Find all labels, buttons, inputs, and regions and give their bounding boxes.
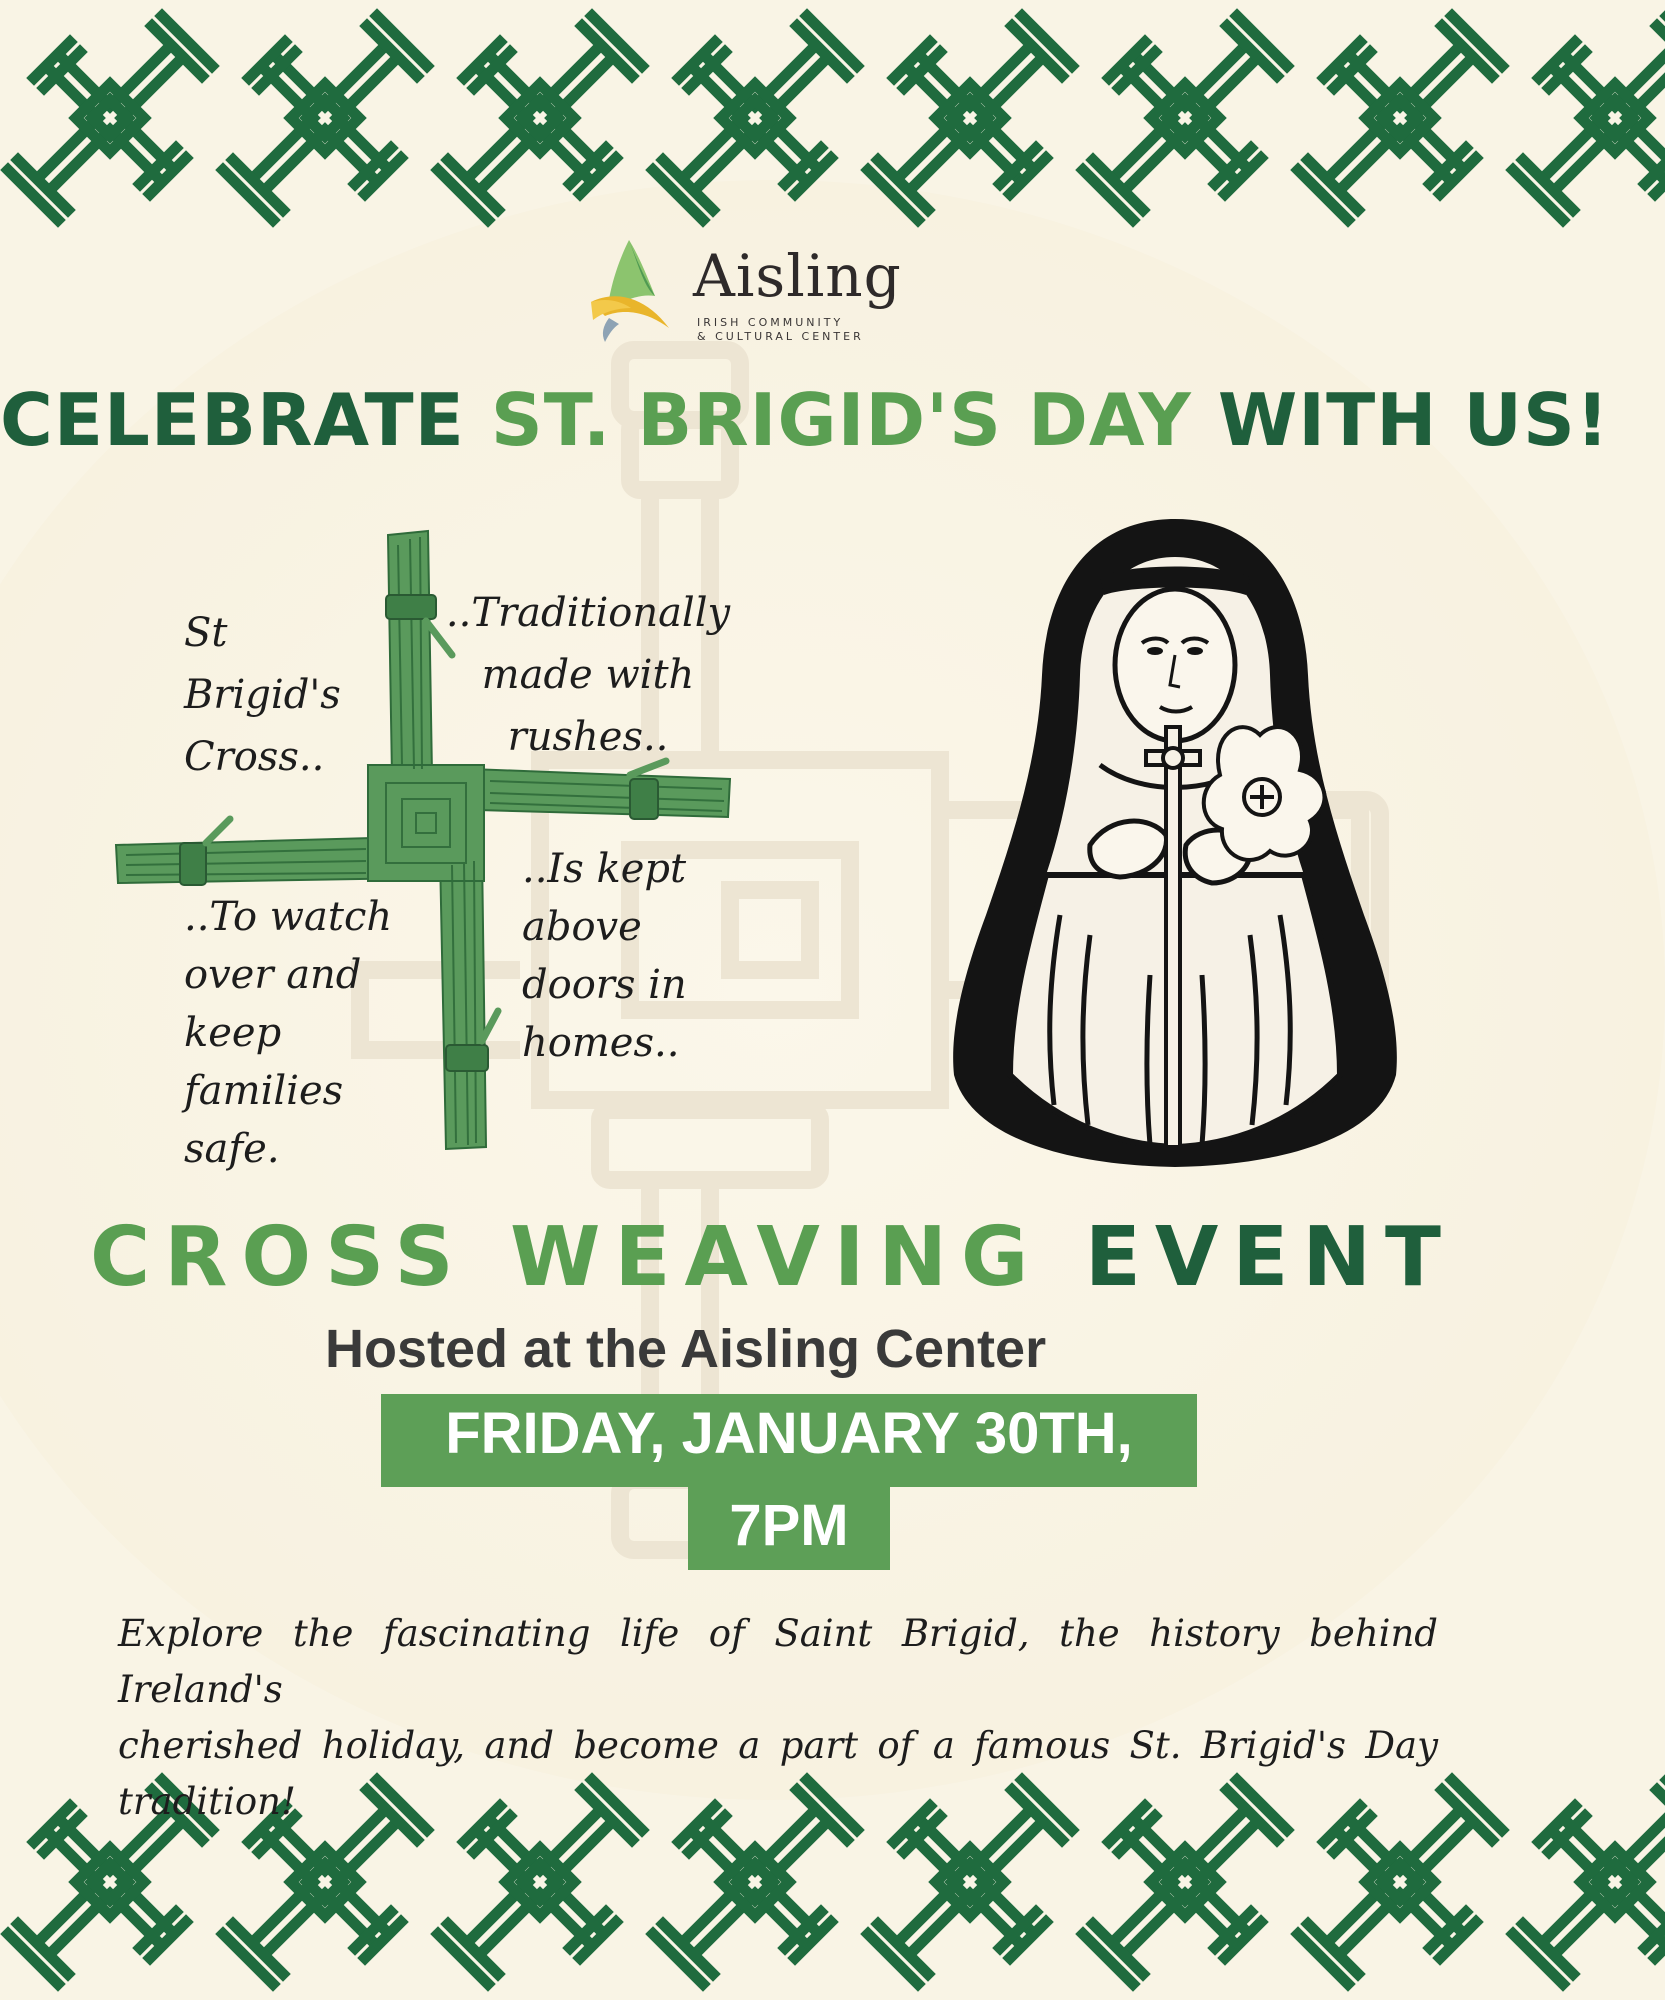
logo-subtitle-line1: IRISH COMMUNITY — [697, 316, 844, 329]
headline-part1: CELEBRATE — [0, 378, 491, 462]
headline-part3: WITH US! — [1217, 378, 1610, 462]
note-kept-line3: doors in — [522, 962, 687, 1008]
note-kept — [522, 840, 722, 1072]
top-border — [0, 0, 1545, 250]
note-what-line2: Brigid's — [184, 672, 341, 718]
note-purpose-line3: keep families — [184, 1010, 344, 1114]
aisling-logo-mark-icon — [585, 238, 685, 344]
note-made-line2: made with — [481, 652, 695, 698]
note-made-line1: ..Traditionally — [445, 590, 731, 636]
note-made — [438, 582, 738, 768]
hosted-at: Hosted at the Aisling Center — [325, 1319, 1047, 1379]
note-purpose-line4: safe. — [184, 1126, 280, 1172]
note-purpose-line2: over and — [184, 952, 362, 998]
headline-part2: ST. BRIGID'S DAY — [490, 378, 1218, 462]
logo-subtitle-line2: & CULTURAL CENTER — [697, 330, 864, 343]
note-what-line1: St — [184, 610, 228, 656]
event-title-part2: EVENT — [1084, 1210, 1455, 1305]
headline — [0, 378, 1610, 462]
note-what-line3: Cross.. — [184, 734, 325, 780]
note-purpose-line1: ..To watch — [184, 894, 393, 940]
description-line2: cherished holiday, and become a part of a famous St. Brigid's Day tradition! — [118, 1724, 1438, 1823]
border-crosses-top — [8, 16, 1665, 220]
logo-name: Aisling — [693, 242, 902, 310]
note-made-line3: rushes.. — [507, 714, 669, 760]
note-kept-line2: above — [522, 904, 642, 950]
event-date: FRIDAY, JANUARY 30TH, — [445, 1401, 1133, 1466]
saint-brigid-illustration-icon — [950, 515, 1400, 1170]
description-line1: Explore the fascinating life of Saint Brigid, the history behind Ireland's — [118, 1612, 1438, 1711]
note-kept-line4: homes.. — [522, 1020, 680, 1066]
note-purpose — [184, 888, 444, 1178]
note-kept-line1: ..Is kept — [522, 846, 687, 892]
aisling-logo[interactable] — [585, 238, 925, 348]
description — [118, 1606, 1438, 1830]
event-time: 7PM — [729, 1493, 849, 1558]
event-title-part1: CROSS WEAVING — [90, 1210, 1085, 1305]
note-what — [184, 602, 384, 788]
logo-subtitle — [697, 316, 864, 344]
event-title — [0, 1210, 1545, 1305]
